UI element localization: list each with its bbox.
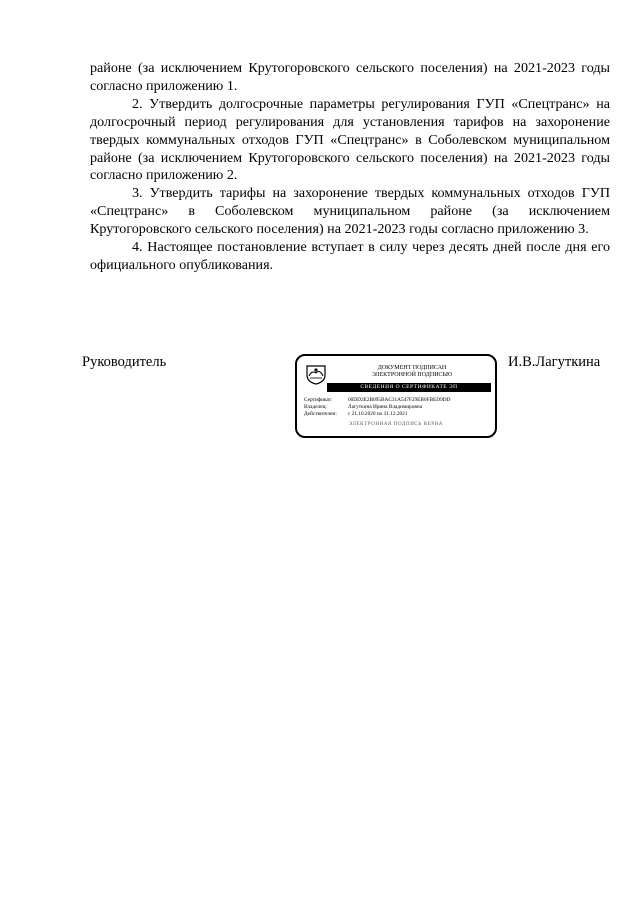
stamp-fields (304, 397, 494, 418)
stamp-field-value: Лагуткина Ирина Владимировна (348, 404, 423, 410)
stamp-field-value: 00DD2E2B095BAC31A547F29EB0FBED9DD (348, 397, 451, 403)
stamp-field-label: Владелец: (304, 404, 327, 410)
stamp-field-label: Сертификат: (304, 397, 333, 403)
document-body (90, 60, 610, 275)
coat-of-arms-icon (305, 363, 327, 385)
stamp-field-validity (304, 411, 494, 418)
stamp-field-certificate (304, 397, 494, 404)
signature-block (82, 354, 610, 444)
electronic-signature-stamp (295, 354, 497, 438)
stamp-field-label: Действителен: (304, 411, 337, 417)
stamp-heading (337, 365, 487, 379)
paragraph-1-continuation: районе (за исключением Крутогоровского сельского поселения) на 2021-2023 годы согласно приложению 1. (90, 60, 610, 94)
paragraph-3: 3. Утвердить тарифы на захоронение твердых коммунальных отходов ГУП «Спецтранс» в Соболевском муниципальном районе (за исключением Крутогоровского сельского поселения) на 2021-2023 годы согласно приложению 3. (90, 185, 610, 238)
stamp-heading-line-2: ЭЛЕКТРОННОЙ ПОДПИСЬЮ (371, 372, 453, 378)
paragraph-4: 4. Настоящее постановление вступает в силу через десять дней после дня его официального опубликования. (90, 239, 610, 273)
stamp-field-owner (304, 404, 494, 411)
paragraph-2: 2. Утвердить долгосрочные параметры регулирования ГУП «Спецтранс» на долгосрочный период регулирования для установления тарифов на захоронение твердых коммунальных отходов ГУП «Спецтранс» в Соболевском муниципальном районе (за исключением Крутогоровского сельского поселения) на 2021-2023 годы согласно приложению 2. (90, 95, 610, 184)
stamp-footer: ЭЛЕКТРОННАЯ ПОДПИСЬ ВЕРНА (348, 422, 444, 427)
stamp-field-value: с 21.10.2020 по 31.12.2021 (348, 411, 408, 417)
stamp-heading-line-1: ДОКУМЕНТ ПОДПИСАН (377, 365, 447, 371)
stamp-certificate-bar: СВЕДЕНИЯ О СЕРТИФИКАТЕ ЭП (327, 383, 491, 392)
signer-title: Руководитель (82, 354, 167, 370)
signer-name: И.В.Лагуткина (508, 354, 601, 370)
